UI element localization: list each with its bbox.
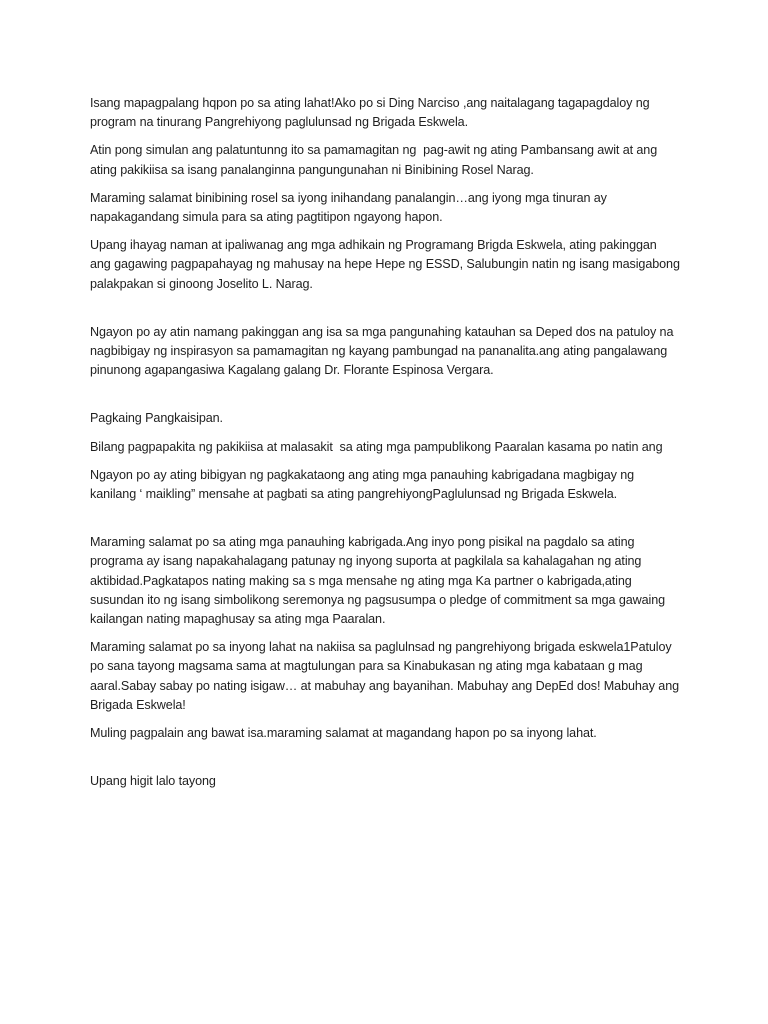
paragraph-unfinished: Upang higit lalo tayong <box>90 774 216 789</box>
paragraph-food-for-thought: Pagkaing Pangkaisipan. <box>90 411 223 426</box>
paragraph-solidarity: Bilang pagpapakita ng pakikiisa at malasakit sa ating mga pampublikong Paaralan kasama po natin ang <box>90 439 663 454</box>
paragraph-thanks-prayer: Maraming salamat binibining rosel sa iyong inihandang panalangin…ang iyong mga tinuran ay napakagandang simula para sa ating pagtitipon ngayong hapon. <box>90 190 611 225</box>
paragraph-greeting: Isang mapagpalang hqpon po sa ating lahat!Ako po si Ding Narciso ,ang naitalagang tagapagdaloy ng program na tinurang Pangrehiyong paglulunsad ng Brigada Eskwela. <box>90 96 653 130</box>
paragraph-opening-remarks: Ngayon po ay atin namang pakinggan ang isa sa mga pangunahing katauhan sa Deped dos na patuloy na nagbibigay ng inspirasyon sa pamamagitan ng kayang pambungad na pananalita.ang ating pangalawang pinunong agapangasiwa Kagalang galang Dr. Florante Espinosa Vergara. <box>90 324 677 378</box>
paragraph-essd-chief: Upang ihayag naman at ipaliwanag ang mga adhikain ng Programang Brigda Eskwela, ating pakinggan ang gagawing pagpapahayag ng mahusay na hepe Hepe ng ESSD, Salubungin natin ng isang masigabong palakpakan si ginoong Joselito L. Narag. <box>90 238 684 291</box>
paragraph-thanks-guests: Maraming salamat po sa ating mga panauhing kabrigada.Ang inyo pong pisikal na pagdalo sa ating programa ay isang napakahalagang patunay ng inyong suporta at pagkilala sa kahalagahan ng ating aktibidad.Pagkatapos nating making sa s mga mensahe ng ating mga Ka partner o kabrigada,ating susundan ito ng isang simbolikong seremonya ng pagsusumpa o pledge of commitment sa mga gawaing kailangan nating mapaghusay sa ating mga Paaralan. <box>90 535 669 627</box>
paragraph-guest-messages: Ngayon po ay ating bibigyan ng pagkakataong ang ating mga panauhing kabrigadana magbigay ng kanilang ‘ maikling” mensahe at pagbati sa ating pangrehiyongPaglulunsad ng Brigada Eskwela. <box>90 467 638 502</box>
paragraph-closing-thanks: Maraming salamat po sa inyong lahat na nakiisa sa paglulnsad ng pangrehiyong brigada eskwela1Patuloy po sana tayong magsama sama at magtulungan para sa Kinabukasan ng ating mga kabataan g mag aaral.Sabay sabay po nating isigaw… at mabuhay ang bayanihan. Mabuhay ang DepEd dos! Mabuhay ang Brigada Eskwela! <box>90 640 683 712</box>
document-body <box>90 94 684 800</box>
paragraph-blessing: Muling pagpalain ang bawat isa.maraming salamat at magandang hapon po sa inyong lahat. <box>90 726 597 741</box>
paragraph-opening-prayer: Atin pong simulan ang palatuntunng ito sa pamamagitan ng pag-awit ng ating Pambansang awit at ang ating pakikiisa sa isang panalanginna pangungunahan ni Binibining Rosel Narag. <box>90 143 661 177</box>
